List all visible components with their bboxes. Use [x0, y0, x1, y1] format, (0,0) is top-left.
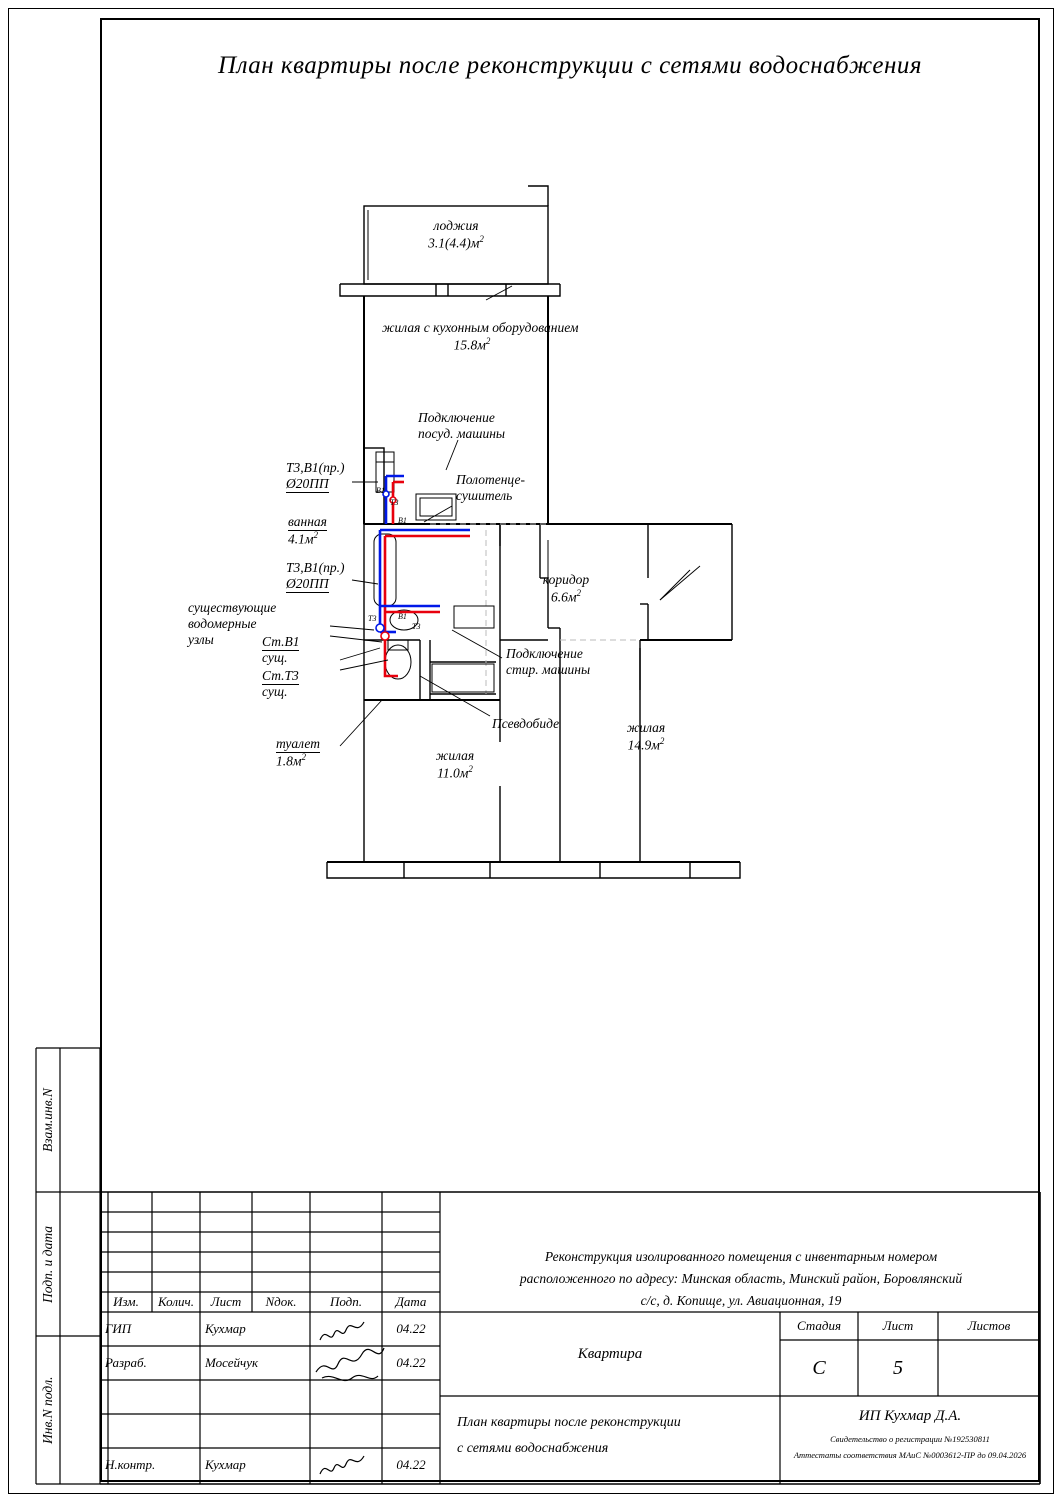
sheet-title-line-2: с сетями водоснабжения: [457, 1441, 609, 1456]
role-name-gip: Кухмар: [205, 1321, 246, 1336]
col-header-izm: Изм.: [113, 1294, 139, 1309]
col-header-kolich: Колич.: [158, 1294, 194, 1309]
callout-existing-meters: существующие водомерные узлы: [188, 600, 277, 648]
room-label-kitchen-living: жилая с кухонным оборудованием $15.8м^2$: [382, 320, 579, 353]
role-label-nkontr: Н.контр.: [105, 1457, 156, 1472]
side-label-vzam: Взам.инв.N: [40, 1088, 55, 1152]
role-date-nkontr: 04.22: [396, 1457, 426, 1472]
callout-riser-t3: Ст.Т3 сущ.: [262, 668, 299, 700]
role-name-nkontr: Кухмар: [205, 1457, 246, 1472]
col-header-list: Лист: [210, 1294, 242, 1309]
stage-header-listov: Листов: [967, 1318, 1011, 1333]
stage-value-list: 5: [893, 1356, 903, 1379]
role-name-razrab: Мосейчук: [205, 1355, 259, 1370]
object-line-2: расположенного по адресу: Минская область, Минский район, Боровлянский: [519, 1271, 963, 1286]
pipe-tag-t3-c: Т3: [412, 622, 421, 631]
callout-riser-v1: Ст.В1 сущ.: [262, 634, 300, 666]
building-name: Квартира: [577, 1345, 643, 1362]
room-label-bathroom: ванная $4.1м^2$: [288, 514, 327, 547]
side-label-podp-data: Подп. и дата: [40, 1225, 55, 1303]
company-note-1: Свидетельство о регистрации №192530811: [830, 1434, 990, 1444]
col-header-ndok: Nдок.: [265, 1294, 297, 1309]
room-label-corridor: коридор $6.6м^2$: [542, 572, 590, 605]
callout-washing-machine: Подключение стир. машины: [506, 646, 591, 678]
pipe-tag-v1-a: В1: [376, 486, 385, 495]
room-label-living-14: жилая $14.9м^2$: [626, 720, 666, 753]
pipe-tag-v1-c: В1: [398, 612, 407, 621]
object-line-3: с/с, д. Копище, ул. Авиационная, 19: [640, 1293, 842, 1308]
sheet-title-line-1: План квартиры после реконструкции: [457, 1415, 681, 1430]
callout-pipe-top: Т3,В1(пр.) Ø20ПП: [286, 460, 345, 492]
room-label-loggia: лоджия $3.1(4.4)м^2$: [428, 218, 484, 251]
company-note-2: Аттестаты соответствия МАиС №0003612-ПР до 09.04.2026: [793, 1450, 1027, 1460]
pipe-tag-t3-b: Т3: [368, 614, 377, 623]
callout-dishwasher: Подключение посуд. машины: [418, 410, 506, 442]
side-label-inv-podl: Инв.N подл.: [40, 1376, 55, 1444]
callout-pipe-bottom: Т3,В1(пр.) Ø20ПП: [286, 560, 345, 592]
company-name: ИП Кухмар Д.А.: [858, 1407, 962, 1424]
role-date-gip: 04.22: [396, 1321, 426, 1336]
object-line-1: Реконструкция изолированного помещения с инвентарным номером: [544, 1249, 938, 1264]
col-header-data: Дата: [395, 1294, 427, 1309]
drawing-title: План квартиры после реконструкции с сетями водоснабжения: [218, 52, 922, 79]
room-label-toilet: туалет $1.8м^2$: [276, 736, 320, 769]
role-label-razrab: Разраб.: [105, 1355, 147, 1370]
role-date-razrab: 04.22: [396, 1355, 426, 1370]
pipe-tag-v1-b: В1: [398, 516, 407, 525]
room-label-living-11: жилая $11.0м^2$: [435, 748, 475, 781]
pipe-tag-t3-a: Т3: [390, 498, 399, 507]
role-label-gip: ГИП: [105, 1321, 132, 1336]
stage-header-stadiya: Стадия: [796, 1318, 842, 1333]
stage-header-list: Лист: [882, 1318, 914, 1333]
stage-value-stadiya: С: [812, 1356, 826, 1379]
stage-value-listov: [938, 1340, 1040, 1396]
callout-pseudobide: Псевдобиде: [492, 716, 560, 731]
callout-towel-dryer: Полотенце- сушитель: [456, 472, 525, 504]
col-header-podp: Подп.: [329, 1294, 363, 1309]
